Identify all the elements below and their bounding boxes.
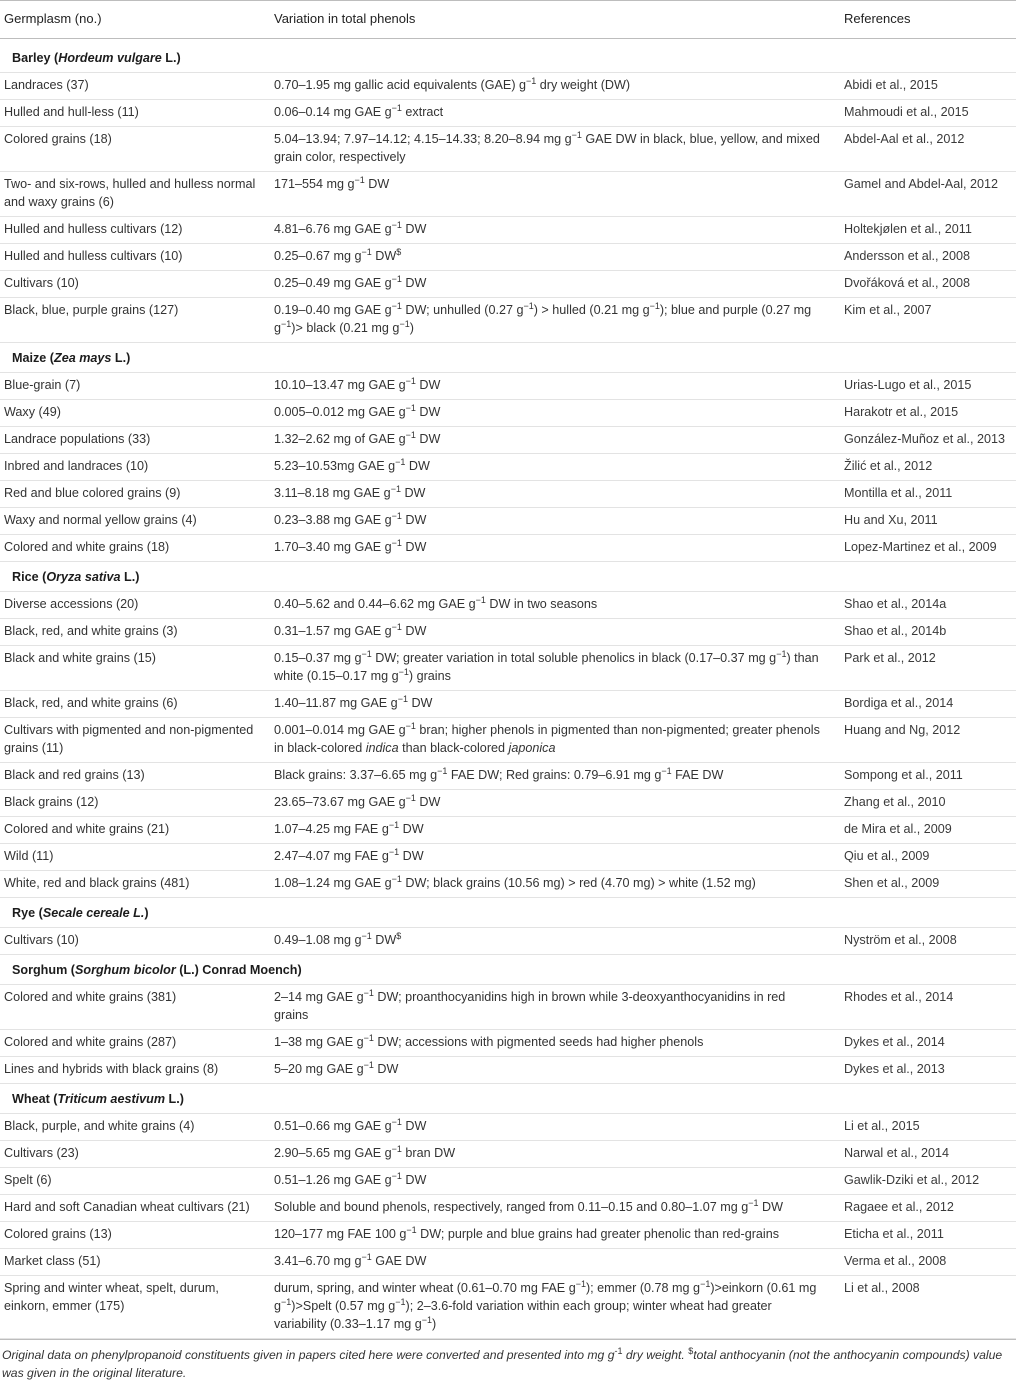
table-row [0, 1114, 1016, 1141]
table-row [0, 790, 1016, 817]
reference-cell: Harakotr et al., 2015 [844, 400, 1016, 427]
variation-cell: 0.70–1.95 mg gallic acid equivalents (GAE) $g^{-1}$ dry weight (DW) [272, 73, 844, 100]
variation-cell: 1.07–4.25 mg FAE $g^{-1}$ DW [272, 817, 844, 844]
germplasm-cell: Hulled and hull-less (11) [0, 100, 272, 127]
variation-cell: 120–177 mg FAE 100 $g^{-1}$ DW; purple and blue grains had greater phenolic than red-grains [272, 1222, 844, 1249]
germplasm-cell: Wild (11) [0, 844, 272, 871]
table-row [0, 244, 1016, 271]
group-common-name: Maize [12, 351, 47, 365]
variation-cell: 1.08–1.24 mg GAE $g^{-1}$ DW; black grains (10.56 mg) > red (4.70 mg) > white (1.52 mg) [272, 871, 844, 898]
variation-cell: 10.10–13.47 mg GAE $g^{-1}$ DW [272, 373, 844, 400]
table-row [0, 592, 1016, 619]
reference-cell: Park et al., 2012 [844, 646, 1016, 691]
group-scientific-name: Secale cereale L. [42, 906, 145, 920]
germplasm-cell: Black, blue, purple grains (127) [0, 298, 272, 343]
table-row [0, 298, 1016, 343]
reference-cell: Ragaee et al., 2012 [844, 1195, 1016, 1222]
reference-cell: Gamel and Abdel-Aal, 2012 [844, 172, 1016, 217]
variation-cell: durum, spring, and winter wheat (0.61–0.70 mg FAE $g^{-1}$); emmer (0.78 mg $g^{-1})>einkorn$ (0.61 mg $g^{-1})>Spelt$ (0.57 mg $g^{-1}$); 2–3.6-fold variation within each group; winter wheat had greater variability (0.33–1.17 mg $g^{-1}$) [272, 1276, 844, 1339]
variation-cell: 1.70–3.40 mg GAE $g^{-1}$ DW [272, 535, 844, 562]
variation-cell: 0.49–1.08 mg $g^{-1}$ DW$ [272, 928, 844, 955]
variation-cell: 3.41–6.70 mg $g^{-1}$ GAE DW [272, 1249, 844, 1276]
reference-cell: Urias-Lugo et al., 2015 [844, 373, 1016, 400]
table-row [0, 718, 1016, 763]
reference-cell: Verma et al., 2008 [844, 1249, 1016, 1276]
germplasm-cell: Hulled and hulless cultivars (12) [0, 217, 272, 244]
reference-cell: Li et al., 2015 [844, 1114, 1016, 1141]
germplasm-cell: Landraces (37) [0, 73, 272, 100]
group-name-suffix: ) [144, 906, 149, 920]
reference-cell: Zhang et al., 2010 [844, 790, 1016, 817]
group-scientific-name: Sorghum bicolor [74, 963, 176, 977]
reference-cell: Li et al., 2008 [844, 1276, 1016, 1339]
germplasm-cell: Spelt (6) [0, 1168, 272, 1195]
germplasm-cell: Diverse accessions (20) [0, 592, 272, 619]
germplasm-cell: Blue-grain (7) [0, 373, 272, 400]
table-row [0, 691, 1016, 718]
germplasm-cell: Black grains (12) [0, 790, 272, 817]
germplasm-cell: Red and blue colored grains (9) [0, 481, 272, 508]
germplasm-cell: Colored and white grains (21) [0, 817, 272, 844]
reference-cell: Shen et al., 2009 [844, 871, 1016, 898]
group-scientific-name: Zea mays [54, 351, 112, 365]
germplasm-cell: White, red and black grains (481) [0, 871, 272, 898]
reference-cell: Holtekjølen et al., 2011 [844, 217, 1016, 244]
variation-cell: 1–38 mg GAE $g^{-1}$ DW; accessions with pigmented seeds had higher phenols [272, 1030, 844, 1057]
reference-cell: Dvořáková et al., 2008 [844, 271, 1016, 298]
reference-cell: Dykes et al., 2013 [844, 1057, 1016, 1084]
header-references: References [844, 1, 1016, 39]
group-row [0, 562, 1016, 592]
table-row [0, 1222, 1016, 1249]
table-row [0, 172, 1016, 217]
table-row [0, 400, 1016, 427]
table-row [0, 508, 1016, 535]
reference-cell: Qiu et al., 2009 [844, 844, 1016, 871]
germplasm-cell: Market class (51) [0, 1249, 272, 1276]
group-name-suffix: L.) [165, 1092, 184, 1106]
group-heading: Sorghum (Sorghum bicolor (L.) Conrad Moench) [0, 955, 1016, 985]
group-heading: Barley (Hordeum vulgare L.) [0, 39, 1016, 73]
group-scientific-name: Triticum aestivum [57, 1092, 166, 1106]
variation-cell: Black grains: 3.37–6.65 mg $g^{-1}$ FAE DW; Red grains: 0.79–6.91 mg $g^{-1}$ FAE DW [272, 763, 844, 790]
table-row [0, 217, 1016, 244]
variation-cell: 5.04–13.94; 7.97–14.12; 4.15–14.33; 8.20–8.94 mg $g^{-1}$ GAE DW in black, blue, yellow, and mixed grain color, respectively [272, 127, 844, 172]
table-row [0, 427, 1016, 454]
variation-cell: 0.001–0.014 mg GAE $g^{-1}$ bran; higher phenols in pigmented than non-pigmented; greater phenols in black-colored indica than black-colored japonica [272, 718, 844, 763]
table-row [0, 1249, 1016, 1276]
table-row [0, 1276, 1016, 1339]
table-row [0, 871, 1016, 898]
reference-cell: Montilla et al., 2011 [844, 481, 1016, 508]
table-row [0, 73, 1016, 100]
reference-cell: Abidi et al., 2015 [844, 73, 1016, 100]
table-row [0, 928, 1016, 955]
reference-cell: Dykes et al., 2014 [844, 1030, 1016, 1057]
germplasm-cell: Hard and soft Canadian wheat cultivars (21) [0, 1195, 272, 1222]
germplasm-cell: Cultivars with pigmented and non-pigmented grains (11) [0, 718, 272, 763]
germplasm-cell: Black, purple, and white grains (4) [0, 1114, 272, 1141]
table-footnote: Original data on phenylpropanoid constituents given in papers cited here were converted and presented into mg $g^{-1}$ dry weight. $total anthocyanin (not the anthocyanin compounds) value was given in the original literature. [0, 1339, 1016, 1382]
reference-cell: Hu and Xu, 2011 [844, 508, 1016, 535]
germplasm-cell: Lines and hybrids with black grains (8) [0, 1057, 272, 1084]
table-row [0, 646, 1016, 691]
germplasm-cell: Colored and white grains (381) [0, 985, 272, 1030]
group-row [0, 955, 1016, 985]
table-row [0, 1057, 1016, 1084]
group-common-name: Sorghum [12, 963, 68, 977]
reference-cell: de Mira et al., 2009 [844, 817, 1016, 844]
group-name-suffix: L.) [120, 570, 140, 584]
group-row [0, 1084, 1016, 1114]
reference-cell: Žilić et al., 2012 [844, 454, 1016, 481]
table-row [0, 100, 1016, 127]
group-heading: Rice (Oryza sativa L.) [0, 562, 1016, 592]
reference-cell: González-Muñoz et al., 2013 [844, 427, 1016, 454]
variation-cell: 0.25–0.49 mg GAE $g^{-1}$ DW [272, 271, 844, 298]
variation-cell: 0.005–0.012 mg GAE $g^{-1}$ DW [272, 400, 844, 427]
germplasm-cell: Waxy and normal yellow grains (4) [0, 508, 272, 535]
reference-cell: Gawlik-Dziki et al., 2012 [844, 1168, 1016, 1195]
table-row [0, 1168, 1016, 1195]
group-common-name: Rye [12, 906, 36, 920]
variation-cell: 171–554 mg $g^{-1}$ DW [272, 172, 844, 217]
group-name-suffix: L.) [111, 351, 131, 365]
variation-cell: 1.32–2.62 mg of GAE $g^{-1}$ DW [272, 427, 844, 454]
table-row [0, 127, 1016, 172]
reference-cell: Lopez-Martinez et al., 2009 [844, 535, 1016, 562]
reference-cell: Eticha et al., 2011 [844, 1222, 1016, 1249]
group-row [0, 343, 1016, 373]
variation-cell: 0.31–1.57 mg GAE $g^{-1}$ DW [272, 619, 844, 646]
variation-cell: 0.15–0.37 mg $g^{-1}$ DW; greater variation in total soluble phenolics in black (0.17–0.37 mg $g^{-1}$) than white (0.15–0.17 mg $g^{-1}$) grains [272, 646, 844, 691]
variation-cell: 0.51–1.26 mg GAE $g^{-1}$ DW [272, 1168, 844, 1195]
reference-cell: Abdel-Aal et al., 2012 [844, 127, 1016, 172]
table-row [0, 454, 1016, 481]
table-row [0, 763, 1016, 790]
table-row [0, 1141, 1016, 1168]
germplasm-cell: Cultivars (10) [0, 928, 272, 955]
variation-cell: 5–20 mg GAE $g^{-1}$ DW [272, 1057, 844, 1084]
table-row [0, 985, 1016, 1030]
variation-cell: 0.51–0.66 mg GAE $g^{-1}$ DW [272, 1114, 844, 1141]
variation-cell: 23.65–73.67 mg GAE $g^{-1}$ DW [272, 790, 844, 817]
group-common-name: Wheat [12, 1092, 50, 1106]
germplasm-cell: Colored and white grains (287) [0, 1030, 272, 1057]
group-scientific-name: Oryza sativa [46, 570, 121, 584]
table-row [0, 271, 1016, 298]
variation-cell: 1.40–11.87 mg GAE $g^{-1}$ DW [272, 691, 844, 718]
variation-cell: 3.11–8.18 mg GAE $g^{-1}$ DW [272, 481, 844, 508]
header-variation: Variation in total phenols [272, 1, 844, 39]
reference-cell: Kim et al., 2007 [844, 298, 1016, 343]
reference-cell: Huang and Ng, 2012 [844, 718, 1016, 763]
table-row [0, 817, 1016, 844]
reference-cell: Narwal et al., 2014 [844, 1141, 1016, 1168]
table-body [0, 39, 1016, 1339]
table-row [0, 1030, 1016, 1057]
reference-cell: Nyström et al., 2008 [844, 928, 1016, 955]
group-common-name: Rice [12, 570, 39, 584]
germplasm-cell: Black, red, and white grains (6) [0, 691, 272, 718]
group-name-suffix: (L.) Conrad Moench) [175, 963, 302, 977]
variation-cell: 0.06–0.14 mg GAE $g^{-1}$ extract [272, 100, 844, 127]
group-heading: Rye (Secale cereale L.) [0, 898, 1016, 928]
group-name-suffix: L.) [161, 51, 181, 65]
variation-cell: 5.23–10.53mg GAE $g^{-1}$ DW [272, 454, 844, 481]
group-scientific-name: Hordeum vulgare [58, 51, 162, 65]
reference-cell: Shao et al., 2014b [844, 619, 1016, 646]
germplasm-cell: Two- and six-rows, hulled and hulless normal and waxy grains (6) [0, 172, 272, 217]
germplasm-cell: Hulled and hulless cultivars (10) [0, 244, 272, 271]
variation-cell: 0.25–0.67 mg $g^{-1}$ DW$ [272, 244, 844, 271]
germplasm-cell: Spring and winter wheat, spelt, durum, einkorn, emmer (175) [0, 1276, 272, 1339]
germplasm-cell: Colored grains (13) [0, 1222, 272, 1249]
variation-cell: 0.40–5.62 and 0.44–6.62 mg GAE $g^{-1}$ DW in two seasons [272, 592, 844, 619]
reference-cell: Rhodes et al., 2014 [844, 985, 1016, 1030]
germplasm-cell: Cultivars (23) [0, 1141, 272, 1168]
group-common-name: Barley [12, 51, 51, 65]
variation-cell: 4.81–6.76 mg GAE $g^{-1}$ DW [272, 217, 844, 244]
table-row [0, 535, 1016, 562]
group-heading: Maize (Zea mays L.) [0, 343, 1016, 373]
table-row [0, 619, 1016, 646]
germplasm-cell: Colored and white grains (18) [0, 535, 272, 562]
table-row [0, 481, 1016, 508]
germplasm-cell: Black and white grains (15) [0, 646, 272, 691]
reference-cell: Bordiga et al., 2014 [844, 691, 1016, 718]
germplasm-cell: Cultivars (10) [0, 271, 272, 298]
germplasm-cell: Landrace populations (33) [0, 427, 272, 454]
reference-cell: Sompong et al., 2011 [844, 763, 1016, 790]
group-row [0, 898, 1016, 928]
group-heading: Wheat (Triticum aestivum L.) [0, 1084, 1016, 1114]
variation-cell: Soluble and bound phenols, respectively, ranged from 0.11–0.15 and 0.80–1.07 mg $g^{-1}$ DW [272, 1195, 844, 1222]
group-row [0, 39, 1016, 73]
table-header [0, 1, 1016, 39]
reference-cell: Mahmoudi et al., 2015 [844, 100, 1016, 127]
variation-cell: 2–14 mg GAE $g^{-1}$ DW; proanthocyanidins high in brown while 3-deoxyanthocyanidins in red grains [272, 985, 844, 1030]
reference-cell: Shao et al., 2014a [844, 592, 1016, 619]
variation-cell: 0.19–0.40 mg GAE $g^{-1}$ DW; unhulled (0.27 $g^{-1}$) > hulled (0.21 mg $g^{-1}$); blue and purple (0.27 mg $g^{-1})>$ black (0.21 mg $g^{-1}$) [272, 298, 844, 343]
germplasm-cell: Inbred and landraces (10) [0, 454, 272, 481]
variation-cell: 0.23–3.88 mg GAE $g^{-1}$ DW [272, 508, 844, 535]
germplasm-cell: Waxy (49) [0, 400, 272, 427]
germplasm-cell: Black, red, and white grains (3) [0, 619, 272, 646]
variation-cell: 2.47–4.07 mg FAE $g^{-1}$ DW [272, 844, 844, 871]
header-germplasm: Germplasm (no.) [0, 1, 272, 39]
germplasm-cell: Black and red grains (13) [0, 763, 272, 790]
table-row [0, 373, 1016, 400]
reference-cell: Andersson et al., 2008 [844, 244, 1016, 271]
table-row [0, 1195, 1016, 1222]
germplasm-cell: Colored grains (18) [0, 127, 272, 172]
variation-cell: 2.90–5.65 mg GAE $g^{-1}$ bran DW [272, 1141, 844, 1168]
table-row [0, 844, 1016, 871]
